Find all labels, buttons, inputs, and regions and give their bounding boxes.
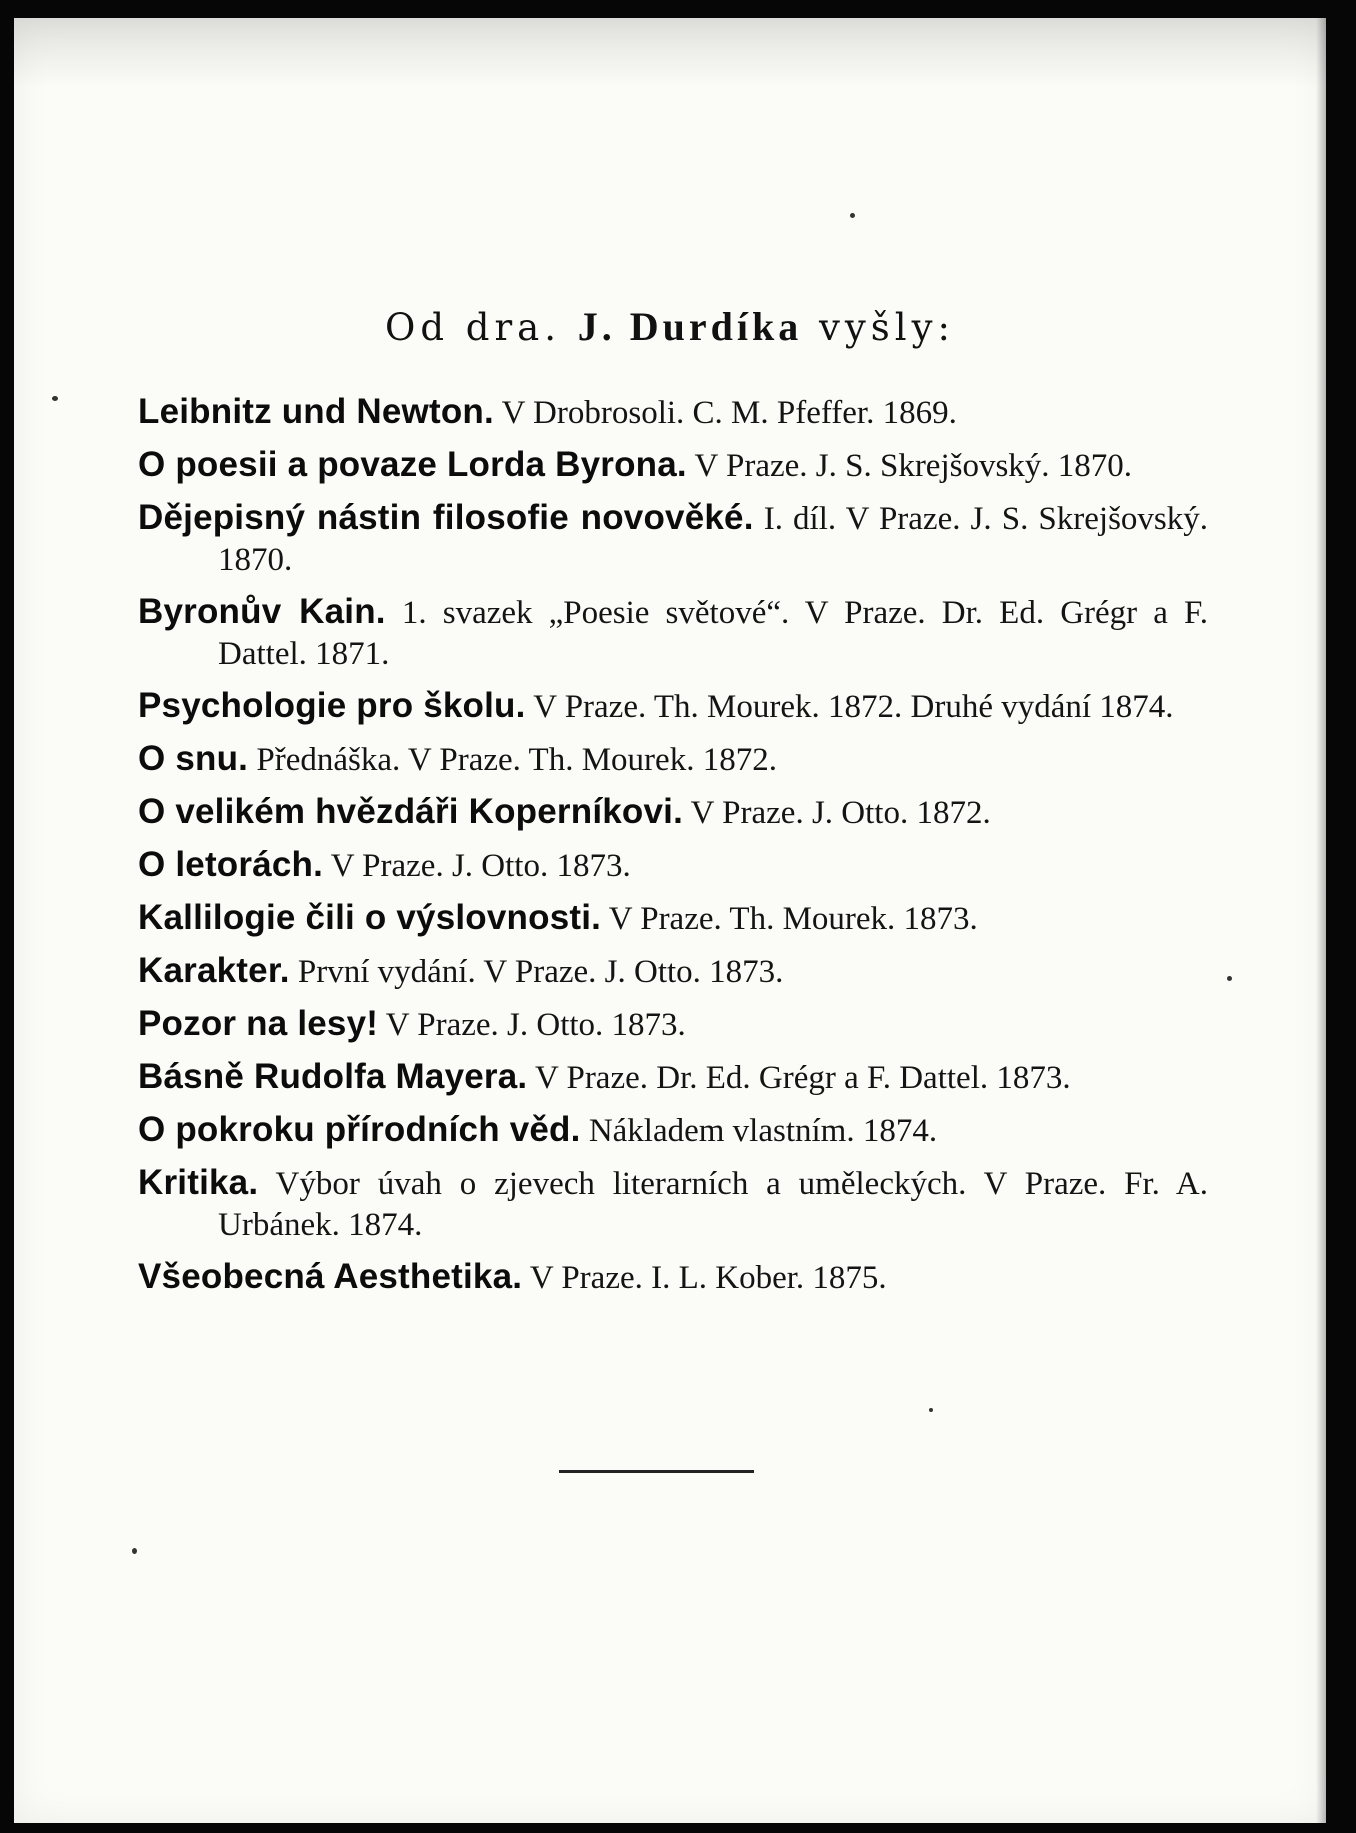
book-details: V Praze. J. Otto. 1873. — [330, 848, 631, 884]
book-entry — [138, 791, 1208, 834]
book-title: Karakter. — [138, 951, 290, 990]
book-details: V Praze. Th. Mourek. 1872. Druhé vydání 1874. — [533, 689, 1174, 725]
book-title: Leibnitz und Newton. — [138, 392, 494, 431]
book-details: Nákladem vlastním. 1874. — [588, 1113, 938, 1149]
book-title: O letorách. — [138, 845, 324, 884]
book-entry — [138, 1109, 1208, 1152]
print-speck — [929, 1408, 933, 1412]
print-speck — [1227, 976, 1232, 981]
book-entry — [138, 391, 1208, 434]
book-entry — [138, 950, 1208, 993]
book-title: Všeobecná Aesthetika. — [138, 1257, 523, 1296]
book-entry — [138, 1256, 1208, 1299]
book-title: O pokroku přírodních věd. — [138, 1110, 581, 1149]
book-entry — [138, 1056, 1208, 1099]
book-title: Básně Rudolfa Mayera. — [138, 1057, 528, 1096]
heading-prefix: Od dra. — [384, 306, 561, 349]
book-entry — [138, 1003, 1208, 1046]
page-heading — [14, 303, 1326, 350]
book-entry — [138, 897, 1208, 940]
book-title: Byronův Kain. — [138, 592, 386, 631]
book-entry — [138, 497, 1208, 581]
book-entry — [138, 444, 1208, 487]
page-right-edge — [1316, 18, 1326, 1823]
book-details: První vydání. V Praze. J. Otto. 1873. — [297, 954, 784, 990]
book-list — [138, 391, 1208, 1309]
book-details: V Drobrosoli. C. M. Pfeffer. 1869. — [501, 395, 957, 431]
book-entry — [138, 591, 1208, 675]
print-speck — [52, 396, 58, 401]
page-top-shadow — [14, 18, 1326, 88]
book-title: Pozor na lesy! — [138, 1004, 379, 1043]
closing-rule — [559, 1470, 754, 1473]
book-entry — [138, 1162, 1208, 1246]
book-entry — [138, 685, 1208, 728]
book-entry — [138, 738, 1208, 781]
book-title: Kritika. — [138, 1163, 259, 1202]
book-title: O poesii a povaze Lorda Byrona. — [138, 445, 687, 484]
book-title: Psychologie pro školu. — [138, 686, 526, 725]
print-speck — [132, 1548, 137, 1554]
book-details: V Praze. Dr. Ed. Grégr a F. Dattel. 1873. — [534, 1060, 1071, 1096]
book-title: O snu. — [138, 739, 249, 778]
book-details: Výbor úvah o zjevech literarních a uměleckých. V Praze. Fr. A. Urbánek. 1874. — [218, 1166, 1209, 1243]
book-title: Kallilogie čili o výslovnosti. — [138, 898, 602, 937]
book-details: V Praze. J. Otto. 1872. — [690, 795, 991, 831]
book-entry — [138, 844, 1208, 887]
book-details: Přednáška. V Praze. Th. Mourek. 1872. — [256, 742, 777, 778]
print-speck — [850, 213, 855, 218]
book-details: I. díl. V Praze. J. S. Skrejšovský. 1870. — [218, 501, 1208, 578]
book-title: Dějepisný nástin filosofie novověké. — [138, 498, 754, 537]
heading-author: J. Durdíka — [577, 304, 803, 349]
book-title: O velikém hvězdáři Koperníkovi. — [138, 792, 684, 831]
book-page — [14, 18, 1326, 1823]
book-details: V Praze. J. S. Skrejšovský. 1870. — [694, 448, 1133, 484]
book-details: V Praze. J. Otto. 1873. — [385, 1007, 686, 1043]
book-details: 1. svazek „Poesie světové“. V Praze. Dr. Ed. Grégr a F. Dattel. 1871. — [218, 595, 1209, 672]
book-details: V Praze. Th. Mourek. 1873. — [608, 901, 978, 937]
heading-suffix: vyšly: — [819, 306, 955, 349]
book-details: V Praze. I. L. Kober. 1875. — [529, 1260, 887, 1296]
